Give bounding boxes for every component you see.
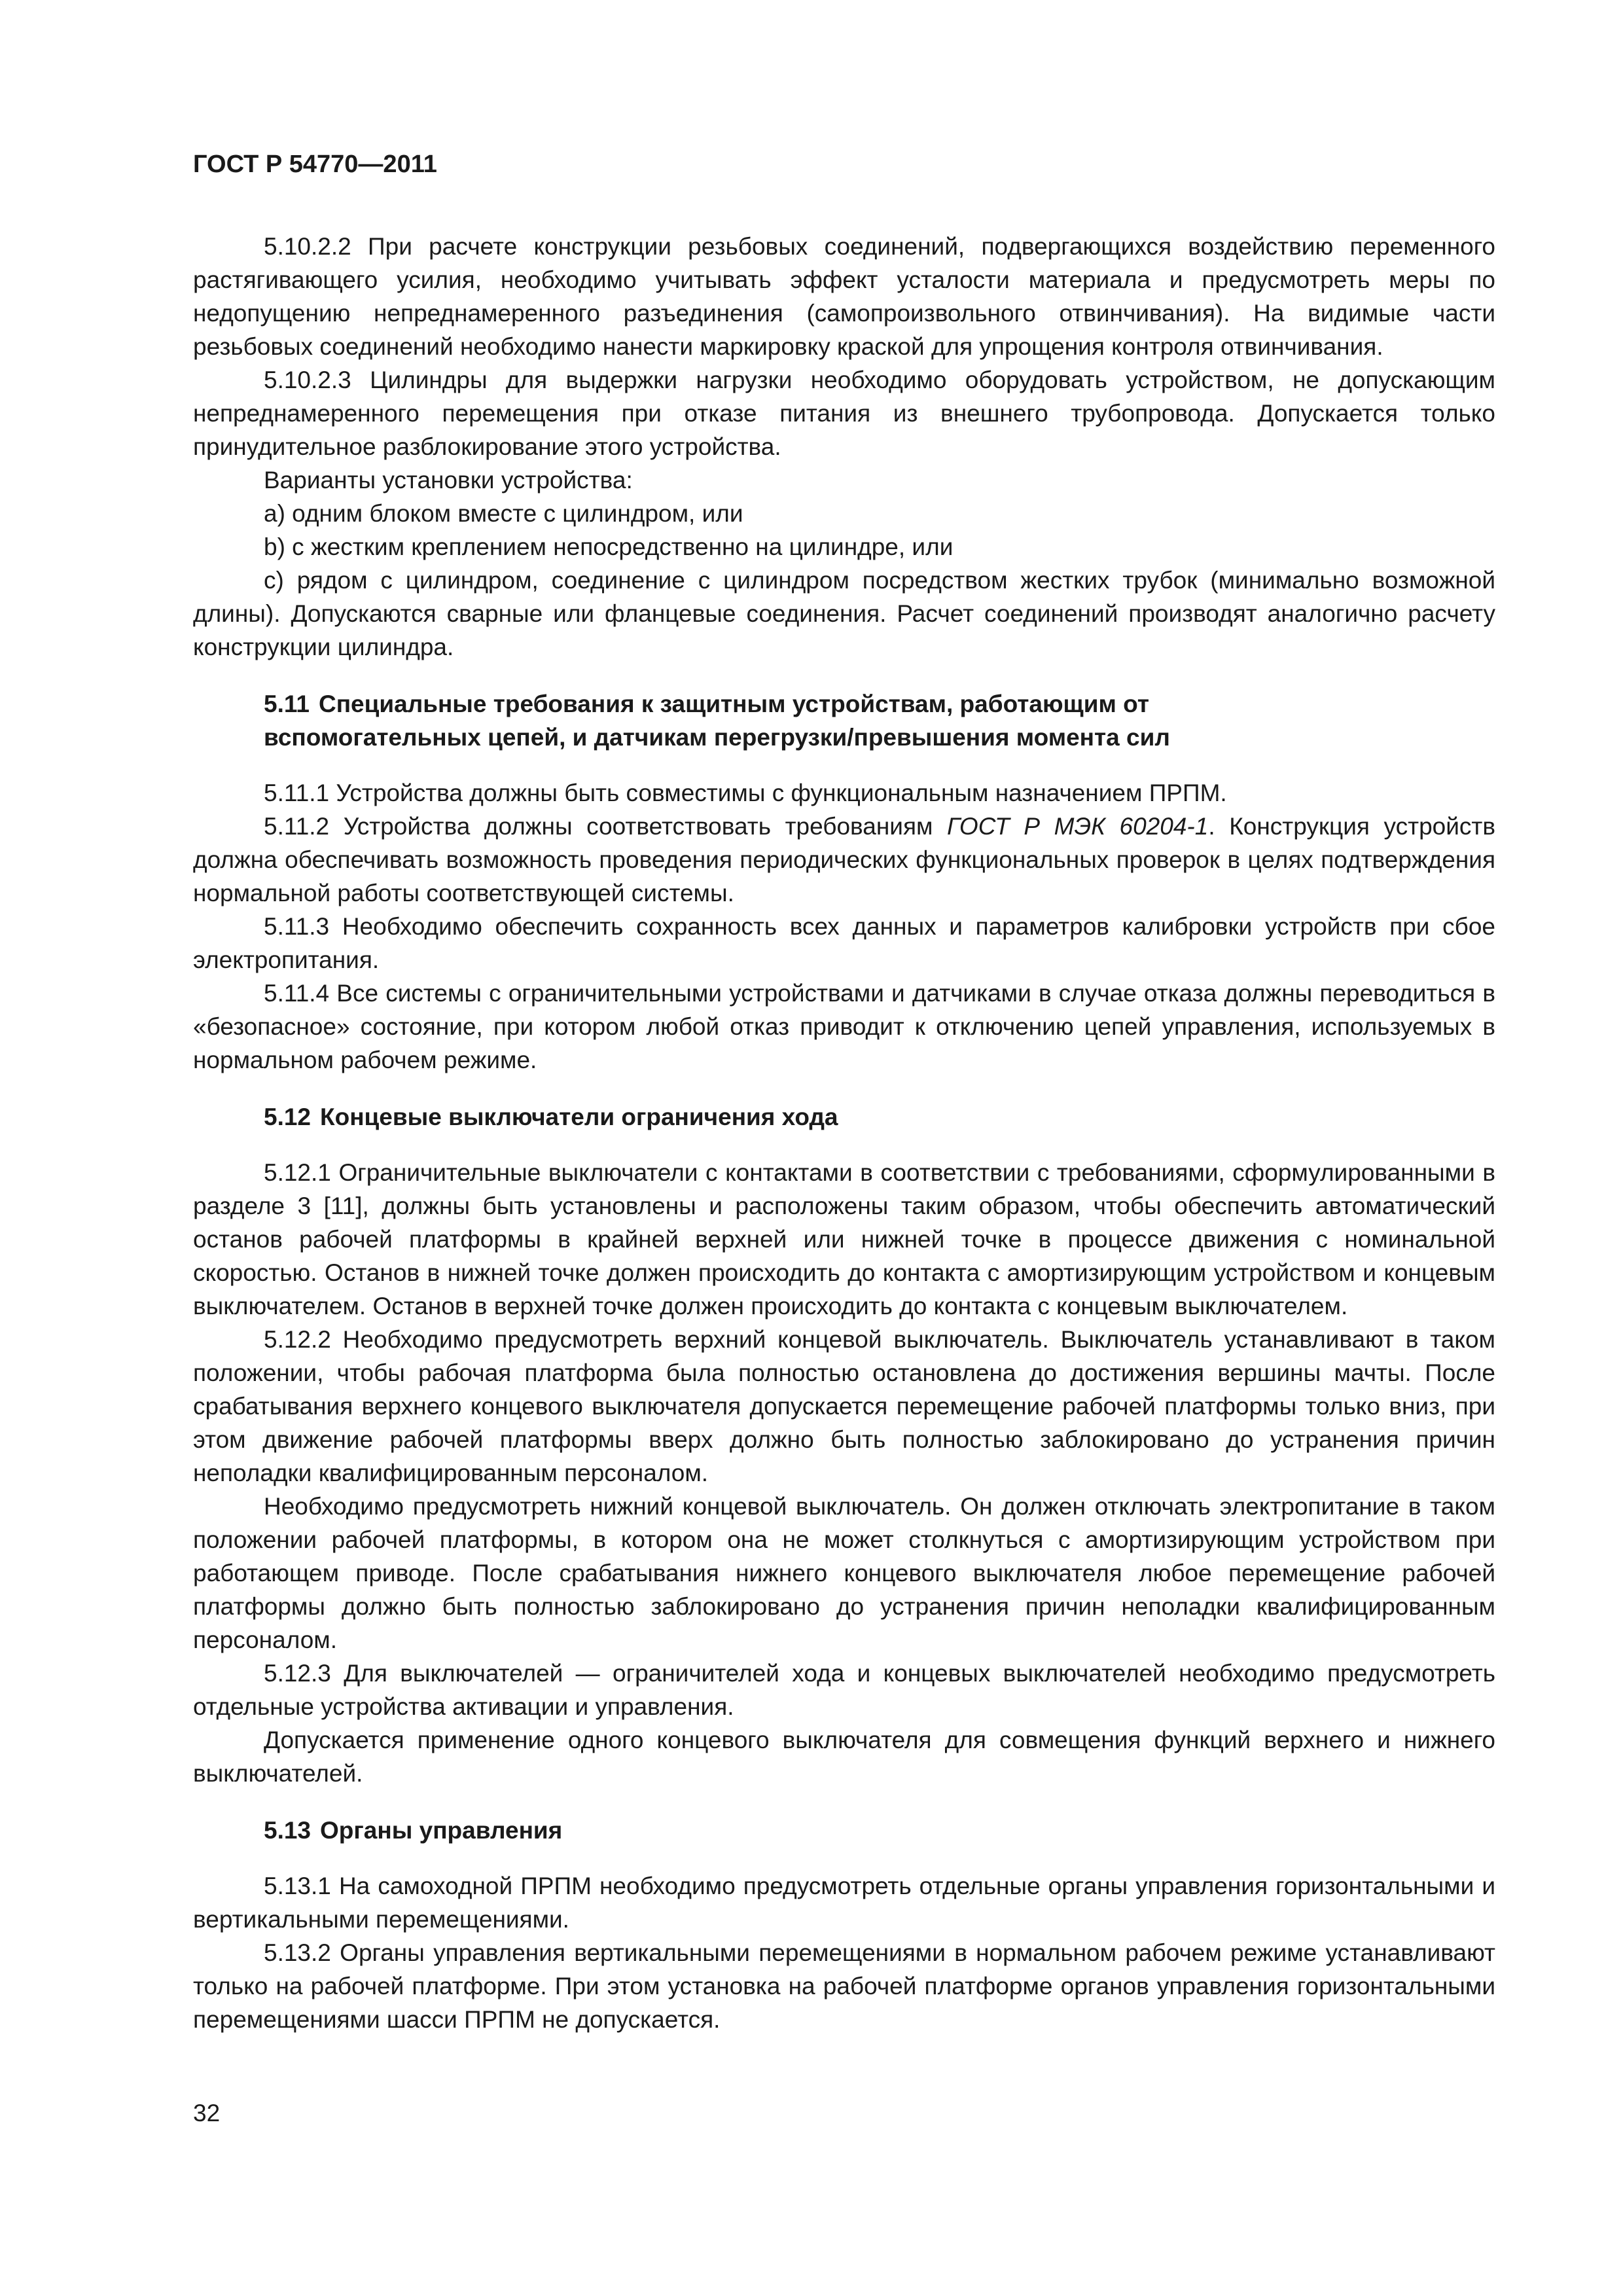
document-page: [193, 147, 1495, 2036]
paragraph-5-11-4: 5.11.4 Все системы с ограничительными устройствами и датчиками в случае отказа должны переводиться в «безопасное» состояние, при котором любой отказ приводит к отключению цепей управления, используемых в нормальном рабочем режиме.: [193, 980, 1495, 1073]
variant-a: a) одним блоком вместе с цилиндром, или: [264, 500, 743, 527]
paragraph-5-11-2: [193, 810, 1495, 910]
paragraph-5-12-3-continued: Допускается применение одного концевого выключателя для совмещения функций верхнего и нижнего выключателей.: [193, 1727, 1495, 1787]
variants-intro: Варианты установки устройства:: [264, 467, 633, 493]
paragraph-5-11-2-after: . Конструкция устройств должна обеспечивать возможность проведения периодических функциональных проверок в целях подтверждения нормальной работы соответствующей системы.: [193, 813, 1495, 906]
paragraph-5-12-2: 5.12.2 Необходимо предусмотреть верхний концевой выключатель. Выключатель устанавливают в таком положении, чтобы рабочая платформа была полностью остановлена до достижения вершины мачты. После срабатывания верхнего концевого выключателя допускается перемещение рабочей платформы только вниз, при этом движение рабочей платформы вверх должно быть полностью заблокировано до устранения причин неполадки квалифицированным персоналом.: [193, 1326, 1495, 1486]
section-title-line2: вспомогательных цепей, и датчикам перегрузки/превышения момента сил: [264, 724, 1170, 751]
paragraph-5-13-1: 5.13.1 На самоходной ПРПМ необходимо предусмотреть отдельные органы управления горизонтальными и вертикальными перемещениями.: [193, 1873, 1495, 1933]
variant-b: b) с жестким креплением непосредственно на цилиндре, или: [264, 533, 954, 560]
paragraph-5-12-3: 5.12.3 Для выключателей — ограничителей хода и концевых выключателей необходимо предусмотреть отдельные устройства активации и управления.: [193, 1660, 1495, 1720]
variant-c: c) рядом с цилиндром, соединение с цилиндром посредством жестких трубок (минимально возможной длины). Допускаются сварные или фланцевые соединения. Расчет соединений производят аналогично расчету конструкции цилиндра.: [193, 567, 1495, 660]
paragraph-5-11-1: 5.11.1 Устройства должны быть совместимы с функциональным назначением ПРПМ.: [264, 780, 1227, 806]
paragraph-5-10-2-3: 5.10.2.3 Цилиндры для выдержки нагрузки необходимо оборудовать устройством, не допускающим непреднамеренного перемещения при отказе питания из внешнего трубопровода. Допускается только принудительное разблокирование этого устройства.: [193, 367, 1495, 460]
section-title: Органы управления: [320, 1817, 563, 1844]
section-heading-5-11: [193, 687, 1495, 754]
section-heading-5-12: [193, 1100, 1495, 1134]
section-number: 5.11: [264, 691, 310, 717]
paragraph-5-12-1: 5.12.1 Ограничительные выключатели с контактами в соответствии с требованиями, сформулированными в разделе 3 [11], должны быть установлены и расположены таким образом, чтобы обеспечить автоматический останов рабочей платформы в крайней верхней или нижней точке в процессе движения с номинальной скоростью. Останов в нижней точке должен происходить до контакта с амортизирующим устройством и концевым выключателем. Останов в верхней точке должен происходить до контакта с концевым выключателем.: [193, 1159, 1495, 1319]
section-number: 5.12: [264, 1103, 312, 1130]
section-title-line1: Специальные требования к защитным устройствам, работающим от: [318, 691, 1149, 717]
paragraph-5-10-2-2: 5.10.2.2 При расчете конструкции резьбовых соединений, подвергающихся воздействию переменного растягивающего усилия, необходимо учитывать эффект усталости материала и предусмотреть меры по недопущению непреднамеренного разъединения (самопроизвольного отвинчивания). На видимые части резьбовых соединений необходимо нанести маркировку краской для упрощения контроля отвинчивания.: [193, 233, 1495, 360]
document-code-header: ГОСТ Р 54770—2011: [193, 151, 437, 178]
paragraph-5-11-3: 5.11.3 Необходимо обеспечить сохранность всех данных и параметров калибровки устройств при сбое электропитания.: [193, 913, 1495, 973]
section-title: Концевые выключатели ограничения хода: [320, 1103, 838, 1130]
section-number: 5.13: [264, 1817, 312, 1844]
paragraph-5-11-2-before: 5.11.2 Устройства должны соответствовать требованиям: [264, 813, 948, 840]
page-number: 32: [193, 2100, 221, 2126]
standard-reference: ГОСТ Р МЭК 60204-1: [947, 813, 1209, 840]
paragraph-5-13-2: 5.13.2 Органы управления вертикальными перемещениями в нормальном рабочем режиме устанавливают только на рабочей платформе. При этом установка на рабочей платформе органов управления горизонтальными перемещениями шасси ПРПМ не допускается.: [193, 1939, 1495, 2033]
paragraph-5-12-2-continued: Необходимо предусмотреть нижний концевой выключатель. Он должен отключать электропитание в таком положении рабочей платформы, в котором она не может столкнуться с амортизирующим устройством при работающем приводе. После срабатывания нижнего концевого выключателя любое перемещение рабочей платформы должно быть полностью заблокировано до устранения причин неполадки квалифицированным персоналом.: [193, 1493, 1495, 1653]
section-heading-5-13: [193, 1814, 1495, 1847]
